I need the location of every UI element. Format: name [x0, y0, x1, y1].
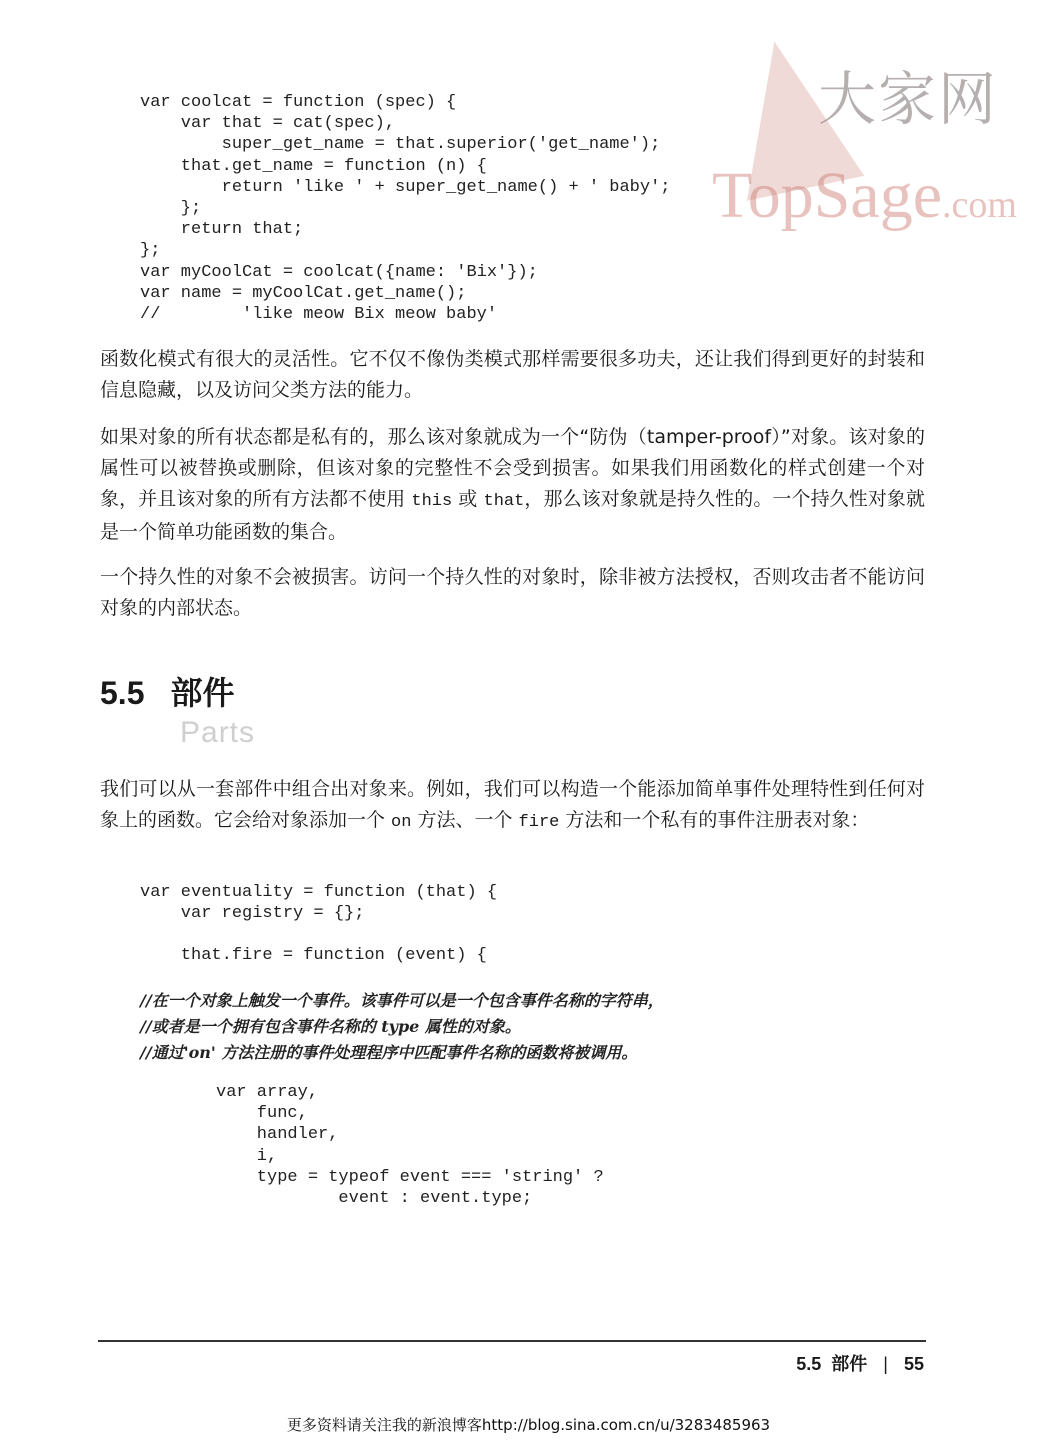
code-block-variables: [216, 1082, 604, 1209]
code-line: };: [140, 199, 202, 219]
paragraph-text: 方法和一个私有的事件注册表对象：: [559, 809, 870, 831]
paragraph-text: ，那么该对象就是持久性的。一个持久性对象就是一个简单功能函数的集合。: [100, 488, 925, 543]
code-line: var eventuality = function (that) {: [140, 883, 498, 902]
code-comments: [140, 988, 664, 1066]
blog-note: 更多资料请关注我的新浪博客http://blog.sina.com.cn/u/3283485963: [286, 1416, 771, 1434]
watermark-domain: .com: [942, 184, 1017, 226]
code-line: var coolcat = function (spec) {: [140, 93, 457, 112]
code-line: event : event.type;: [216, 1189, 533, 1209]
section-subtitle: Parts: [180, 716, 256, 749]
code-line: var array,: [216, 1083, 319, 1102]
code-line: [140, 924, 497, 945]
code-line: var name = myCoolCat.get_name();: [140, 283, 467, 303]
paragraph-functional-flexibility: 函数化模式有很大的灵活性。它不仅不像伪类模式那样需要很多功夫，还让我们得到更好的封装和信息隐藏，以及访问父类方法的能力。: [100, 348, 925, 401]
inline-code-fire: fire: [518, 813, 560, 832]
comment-line: //在一个对象上触发一个事件。该事件可以是一个包含事件名称的字符串，: [140, 991, 664, 1010]
section-title: 部件: [170, 675, 235, 711]
code-line: that.get_name = function (n) {: [140, 156, 487, 176]
page-number: 55: [903, 1354, 924, 1374]
paragraph-text: 或: [452, 488, 484, 510]
topsage-watermark: [700, 40, 1030, 232]
page-footer: [796, 1350, 924, 1376]
watermark-brand-name: TopSage: [712, 159, 943, 232]
code-line: return 'like ' + super_get_name() + ' baby';: [140, 177, 671, 197]
code-line: super_get_name = that.superior('get_name');: [140, 135, 661, 155]
paragraph-text: 我们可以从一套部件中组合出对象来。例如，我们可以构造一个能添加简单事件处理特性到任何对象上的函数。它会给对象添加一个: [100, 778, 925, 831]
code-line: var that = cat(spec),: [140, 114, 396, 134]
code-line: handler,: [216, 1125, 339, 1145]
footer-separator: |: [883, 1354, 888, 1374]
inline-code-this: this: [411, 492, 453, 511]
code-line: i,: [216, 1146, 278, 1166]
inline-code-on: on: [391, 813, 412, 832]
section-number: 5.5: [100, 675, 145, 711]
comment-line: //通过'on' 方法注册的事件处理程序中匹配事件名称的函数将被调用。: [140, 1043, 638, 1062]
code-block-eventuality: [140, 882, 497, 967]
paragraph-text: 如果对象的所有状态都是私有的，那么该对象就成为一个“防伪（tamper-proof）”对象。该对象的属性可以被替换或删除，但该对象的完整性不会受到损害。如果我们用函数化的样式创建一个对象，并且该对象的所有方法都不使用: [100, 426, 925, 510]
code-block-coolcat: [140, 92, 671, 325]
code-line: // 'like meow Bix meow baby': [140, 305, 498, 325]
code-line: var registry = {};: [140, 904, 365, 924]
paragraph-text: 方法、一个: [411, 809, 519, 831]
paragraph-durable-object: 一个持久性的对象不会被损害。访问一个持久性的对象时，除非被方法授权，否则攻击者不能访问对象的内部状态。: [100, 566, 925, 619]
code-line: that.fire = function (event) {: [140, 946, 487, 966]
inline-code-that: that: [483, 492, 525, 511]
footer-divider: [98, 1340, 926, 1342]
code-line: func,: [216, 1104, 308, 1124]
footer-section-number: 5.5: [796, 1354, 822, 1374]
comment-line: //或者是一个拥有包含事件名称的 type 属性的对象。: [140, 1017, 521, 1036]
code-line: return that;: [140, 220, 304, 240]
code-line: type = typeof event === 'string' ?: [216, 1167, 604, 1187]
code-line: };: [140, 241, 161, 261]
paragraph-parts-intro: [100, 774, 925, 838]
watermark-brand: [712, 158, 1017, 234]
code-line: var myCoolCat = coolcat({name: 'Bix'});: [140, 262, 538, 282]
watermark-chinese: 大家网: [818, 65, 999, 133]
section-heading: [100, 668, 235, 714]
paragraph-tamper-proof: [100, 422, 925, 548]
footer-section-title: 部件: [831, 1354, 868, 1374]
